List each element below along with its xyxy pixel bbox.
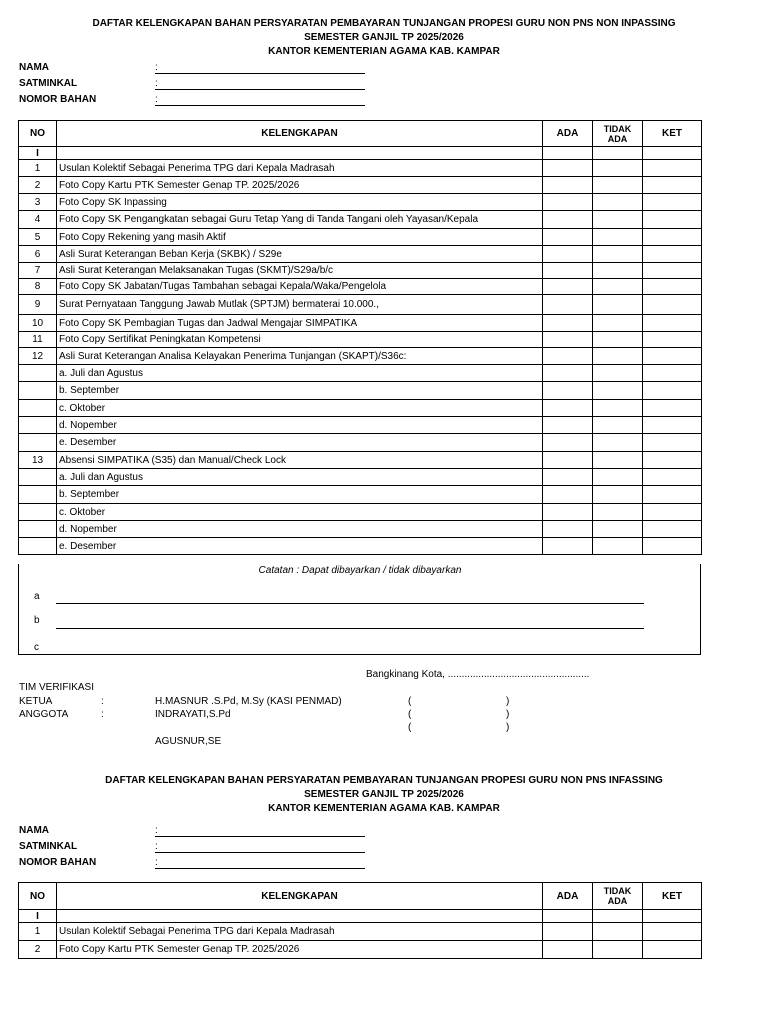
row-requirement: e. Desember [57, 538, 543, 555]
row-requirement: b. September [57, 382, 543, 400]
row-requirement: Asli Surat Keterangan Beban Kerja (SKBK) / S29e [57, 246, 543, 263]
ket-cell[interactable] [643, 538, 702, 555]
ada-checkbox-cell[interactable] [543, 923, 593, 941]
tidak-ada-checkbox-cell[interactable] [593, 194, 643, 211]
row-requirement: e. Desember [57, 434, 543, 452]
ket-cell[interactable] [643, 194, 702, 211]
ada-checkbox-cell[interactable] [543, 469, 593, 486]
note-letter-c: c [34, 642, 39, 653]
member3-sign-close: ) [506, 722, 510, 733]
header-ket: KET [643, 121, 702, 147]
row-number: 13 [19, 452, 57, 469]
row-requirement: Surat Pernyataan Tanggung Jawab Mutlak (SPTJM) bermaterai 10.000., [57, 295, 543, 315]
form1-title-line2: SEMESTER GANJIL TP 2025/2026 [304, 32, 464, 43]
tidak-ada-checkbox-cell[interactable] [593, 452, 643, 469]
ket-cell[interactable] [643, 923, 702, 941]
ketua-sign-open: ( [408, 696, 412, 707]
note-letter-a: a [34, 591, 40, 602]
ket-cell[interactable] [643, 452, 702, 469]
ada-checkbox-cell[interactable] [543, 229, 593, 246]
header-kelengkapan: KELENGKAPAN [57, 121, 543, 147]
ada-checkbox-cell[interactable] [543, 147, 593, 160]
table-row [19, 315, 702, 332]
row-requirement: Usulan Kolektif Sebagai Penerima TPG dari Kepala Madrasah [57, 160, 543, 177]
table-row [19, 279, 702, 295]
anggota-sign-close: ) [506, 709, 510, 720]
row-number: 3 [19, 194, 57, 211]
ket-cell[interactable] [643, 177, 702, 194]
ket-cell[interactable] [643, 279, 702, 295]
row-requirement: Foto Copy Kartu PTK Semester Genap TP. 2025/2026 [57, 941, 543, 959]
form1-catatan-box [18, 564, 701, 655]
row-requirement: Usulan Kolektif Sebagai Penerima TPG dari Kepala Madrasah [57, 923, 543, 941]
row-requirement: c. Oktober [57, 400, 543, 417]
table-row [19, 910, 702, 923]
form1-table-header [19, 121, 702, 147]
row-number [19, 504, 57, 521]
tidak-ada-checkbox-cell[interactable] [593, 279, 643, 295]
form1-title-line3: KANTOR KEMENTERIAN AGAMA KAB. KAMPAR [268, 46, 500, 57]
ada-checkbox-cell[interactable] [543, 315, 593, 332]
anggota-sign-open: ( [408, 709, 412, 720]
ada-checkbox-cell[interactable] [543, 332, 593, 348]
row-number [19, 434, 57, 452]
form1-nomor-bahan-colon: : [155, 94, 158, 105]
row-requirement: b. September [57, 486, 543, 504]
table-row [19, 521, 702, 538]
row-requirement: Asli Surat Keterangan Analisa Kelayakan Penerima Tunjangan (SKAPT)/S36c: [57, 348, 543, 365]
header-tidak-ada: TIDAK ADA [593, 121, 643, 147]
row-number [19, 417, 57, 434]
anggota-colon: : [101, 709, 104, 720]
row-number: 5 [19, 229, 57, 246]
header-kelengkapan: KELENGKAPAN [57, 883, 543, 910]
ada-checkbox-cell[interactable] [543, 504, 593, 521]
row-number: 8 [19, 279, 57, 295]
ket-cell[interactable] [643, 434, 702, 452]
table-row [19, 332, 702, 348]
ada-checkbox-cell[interactable] [543, 295, 593, 315]
table-row [19, 504, 702, 521]
tidak-ada-checkbox-cell[interactable] [593, 160, 643, 177]
tidak-ada-checkbox-cell[interactable] [593, 365, 643, 382]
form1-nama-colon: : [155, 62, 158, 73]
ada-checkbox-cell[interactable] [543, 941, 593, 959]
anggota-label: ANGGOTA [19, 709, 69, 720]
row-number [19, 486, 57, 504]
tidak-ada-checkbox-cell[interactable] [593, 469, 643, 486]
form1-satminkal-colon: : [155, 78, 158, 89]
tidak-ada-checkbox-cell[interactable] [593, 521, 643, 538]
member3-sign-open: ( [408, 722, 412, 733]
ada-checkbox-cell[interactable] [543, 263, 593, 279]
tidak-ada-checkbox-cell[interactable] [593, 315, 643, 332]
form2-title-line1: DAFTAR KELENGKAPAN BAHAN PERSYARATAN PEMBAYARAN TUNJANGAN PROPESI GURU NON PNS INFASSING [105, 775, 663, 786]
row-requirement: Foto Copy SK Pengangkatan sebagai Guru Tetap Yang di Tanda Tangani oleh Yayasan/Kepala [57, 211, 543, 229]
row-number [19, 521, 57, 538]
ket-cell[interactable] [643, 295, 702, 315]
row-number: I [19, 147, 57, 160]
anggota-name: INDRAYATI,S.Pd [155, 709, 231, 720]
member3-name: AGUSNUR,SE [155, 736, 222, 747]
form1-catatan: Catatan : Dapat dibayarkan / tidak dibayarkan [258, 565, 462, 576]
form2-nomor-bahan-field[interactable] [155, 868, 365, 869]
table-row [19, 400, 702, 417]
ada-checkbox-cell[interactable] [543, 177, 593, 194]
ket-cell[interactable] [643, 910, 702, 923]
ket-cell[interactable] [643, 263, 702, 279]
tidak-ada-checkbox-cell[interactable] [593, 295, 643, 315]
table-row [19, 147, 702, 160]
row-number: 7 [19, 263, 57, 279]
ada-checkbox-cell[interactable] [543, 160, 593, 177]
table-row [19, 434, 702, 452]
table-row [19, 160, 702, 177]
ket-cell[interactable] [643, 348, 702, 365]
ket-cell[interactable] [643, 400, 702, 417]
ket-cell[interactable] [643, 469, 702, 486]
row-number: 2 [19, 941, 57, 959]
row-requirement: Asli Surat Keterangan Melaksanakan Tugas (SKMT)/S29a/b/c [57, 263, 543, 279]
ada-checkbox-cell[interactable] [543, 382, 593, 400]
tidak-ada-checkbox-cell[interactable] [593, 504, 643, 521]
header-no: NO [19, 883, 57, 910]
form1-satminkal-field[interactable] [155, 89, 365, 90]
table-row [19, 923, 702, 941]
table-row [19, 229, 702, 246]
ketua-label: KETUA [19, 696, 53, 707]
ket-cell[interactable] [643, 147, 702, 160]
ket-cell[interactable] [643, 160, 702, 177]
table-row [19, 469, 702, 486]
ket-cell[interactable] [643, 332, 702, 348]
ada-checkbox-cell[interactable] [543, 279, 593, 295]
ket-cell[interactable] [643, 486, 702, 504]
tidak-ada-checkbox-cell[interactable] [593, 263, 643, 279]
form1-checklist-table [18, 120, 702, 555]
form2-nomor-bahan-colon: : [155, 857, 158, 868]
table-row [19, 452, 702, 469]
ada-checkbox-cell[interactable] [543, 348, 593, 365]
ket-cell[interactable] [643, 504, 702, 521]
note-line-a[interactable] [56, 603, 644, 604]
tidak-ada-checkbox-cell[interactable] [593, 923, 643, 941]
ada-checkbox-cell[interactable] [543, 417, 593, 434]
form2-title-line2: SEMESTER GANJIL TP 2025/2026 [304, 789, 464, 800]
form2-satminkal-field[interactable] [155, 852, 365, 853]
form2-checklist-table [18, 882, 702, 959]
form2-nama-colon: : [155, 825, 158, 836]
row-requirement: a. Juli dan Agustus [57, 365, 543, 382]
ada-checkbox-cell[interactable] [543, 211, 593, 229]
tidak-ada-checkbox-cell[interactable] [593, 382, 643, 400]
form2-title-line3: KANTOR KEMENTERIAN AGAMA KAB. KAMPAR [268, 803, 500, 814]
form1-nama-field[interactable] [155, 73, 365, 74]
row-requirement [57, 910, 543, 923]
form2-satminkal-colon: : [155, 841, 158, 852]
header-ket: KET [643, 883, 702, 910]
header-ada: ADA [543, 121, 593, 147]
table-row [19, 365, 702, 382]
ada-checkbox-cell[interactable] [543, 910, 593, 923]
ada-checkbox-cell[interactable] [543, 521, 593, 538]
table-row [19, 194, 702, 211]
ket-cell[interactable] [643, 211, 702, 229]
row-requirement: Foto Copy SK Pembagian Tugas dan Jadwal Mengajar SIMPATIKA [57, 315, 543, 332]
tidak-ada-checkbox-cell[interactable] [593, 417, 643, 434]
row-requirement: d. Nopember [57, 417, 543, 434]
form1-title-line1: DAFTAR KELENGKAPAN BAHAN PERSYARATAN PEMBAYARAN TUNJANGAN PROPESI GURU NON PNS NON INPASSING [92, 18, 676, 29]
tidak-ada-checkbox-cell[interactable] [593, 434, 643, 452]
row-number [19, 400, 57, 417]
form1-nama-label: NAMA [19, 62, 49, 73]
row-requirement: c. Oktober [57, 504, 543, 521]
row-number: 11 [19, 332, 57, 348]
row-number: 2 [19, 177, 57, 194]
tidak-ada-checkbox-cell[interactable] [593, 486, 643, 504]
row-number [19, 365, 57, 382]
table-row [19, 941, 702, 959]
row-number: 12 [19, 348, 57, 365]
tidak-ada-checkbox-cell[interactable] [593, 538, 643, 555]
row-number [19, 382, 57, 400]
table-row [19, 486, 702, 504]
tidak-ada-checkbox-cell[interactable] [593, 229, 643, 246]
ket-cell[interactable] [643, 229, 702, 246]
row-number: I [19, 910, 57, 923]
ket-cell[interactable] [643, 941, 702, 959]
form2-table-header [19, 883, 702, 910]
row-number: 1 [19, 923, 57, 941]
ket-cell[interactable] [643, 382, 702, 400]
tidak-ada-checkbox-cell[interactable] [593, 211, 643, 229]
form2-nama-field[interactable] [155, 836, 365, 837]
ada-checkbox-cell[interactable] [543, 434, 593, 452]
row-requirement: Foto Copy SK Inpassing [57, 194, 543, 211]
row-number: 6 [19, 246, 57, 263]
row-number: 1 [19, 160, 57, 177]
table-row [19, 417, 702, 434]
note-line-b[interactable] [56, 628, 644, 629]
tidak-ada-checkbox-cell[interactable] [593, 332, 643, 348]
ket-cell[interactable] [643, 365, 702, 382]
table-row [19, 263, 702, 279]
tim-verifikasi-label: TIM VERIFIKASI [19, 682, 95, 693]
tidak-ada-checkbox-cell[interactable] [593, 941, 643, 959]
ket-cell[interactable] [643, 315, 702, 332]
header-ada: ADA [543, 883, 593, 910]
form2-satminkal-label: SATMINKAL [19, 841, 78, 852]
ada-checkbox-cell[interactable] [543, 452, 593, 469]
place-date: Bangkinang Kota, ................................................... [366, 669, 590, 680]
table-row [19, 538, 702, 555]
ada-checkbox-cell[interactable] [543, 486, 593, 504]
row-requirement: Foto Copy Kartu PTK Semester Genap TP. 2025/2026 [57, 177, 543, 194]
note-letter-b: b [34, 615, 40, 626]
tidak-ada-checkbox-cell[interactable] [593, 177, 643, 194]
ada-checkbox-cell[interactable] [543, 538, 593, 555]
row-requirement: d. Nopember [57, 521, 543, 538]
ketua-name: H.MASNUR .S.Pd, M.Sy (KASI PENMAD) [155, 696, 342, 707]
tidak-ada-checkbox-cell[interactable] [593, 910, 643, 923]
tidak-ada-checkbox-cell[interactable] [593, 348, 643, 365]
row-number: 9 [19, 295, 57, 315]
row-number: 10 [19, 315, 57, 332]
ket-cell[interactable] [643, 521, 702, 538]
table-row [19, 348, 702, 365]
form1-nomor-bahan-label: NOMOR BAHAN [19, 94, 97, 105]
form1-nomor-bahan-field[interactable] [155, 105, 365, 106]
header-tidak-ada: TIDAK ADA [593, 883, 643, 910]
row-requirement: Absensi SIMPATIKA (S35) dan Manual/Check Lock [57, 452, 543, 469]
ada-checkbox-cell[interactable] [543, 194, 593, 211]
row-requirement: Foto Copy Sertifikat Peningkatan Kompetensi [57, 332, 543, 348]
form2-nomor-bahan-label: NOMOR BAHAN [19, 857, 97, 868]
row-number [19, 469, 57, 486]
ketua-sign-close: ) [506, 696, 510, 707]
row-requirement [57, 147, 543, 160]
row-requirement: Foto Copy SK Jabatan/Tugas Tambahan sebagai Kepala/Waka/Pengelola [57, 279, 543, 295]
ketua-colon: : [101, 696, 104, 707]
header-no: NO [19, 121, 57, 147]
tidak-ada-checkbox-cell[interactable] [593, 400, 643, 417]
table-row [19, 382, 702, 400]
form1-satminkal-label: SATMINKAL [19, 78, 78, 89]
form2-nama-label: NAMA [19, 825, 49, 836]
tidak-ada-checkbox-cell[interactable] [593, 147, 643, 160]
tidak-ada-checkbox-cell[interactable] [593, 246, 643, 263]
ket-cell[interactable] [643, 246, 702, 263]
ada-checkbox-cell[interactable] [543, 246, 593, 263]
table-row [19, 295, 702, 315]
ket-cell[interactable] [643, 417, 702, 434]
row-requirement: Foto Copy Rekening yang masih Aktif [57, 229, 543, 246]
table-row [19, 246, 702, 263]
row-requirement: a. Juli dan Agustus [57, 469, 543, 486]
table-row [19, 177, 702, 194]
table-row [19, 211, 702, 229]
row-number [19, 538, 57, 555]
ada-checkbox-cell[interactable] [543, 400, 593, 417]
row-number: 4 [19, 211, 57, 229]
ada-checkbox-cell[interactable] [543, 365, 593, 382]
